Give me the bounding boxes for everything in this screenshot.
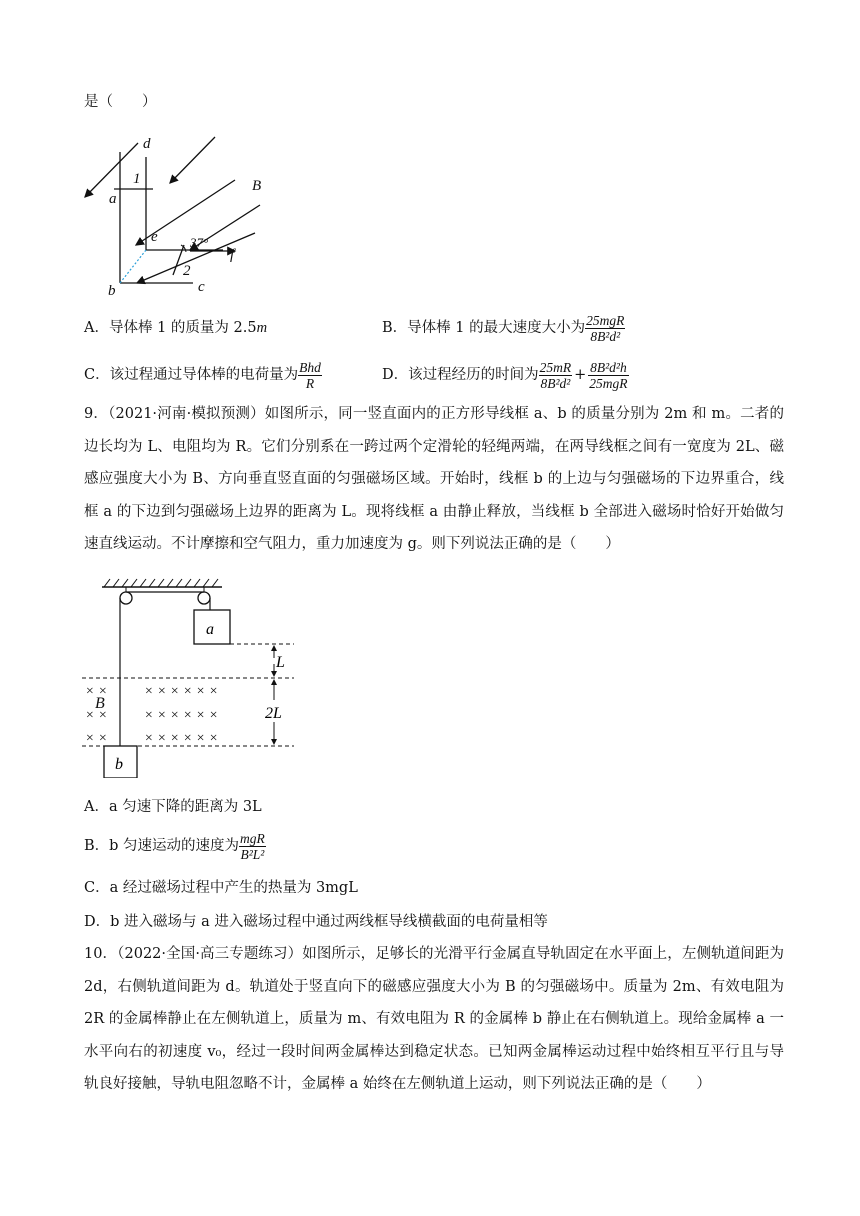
box-b-label: b	[115, 756, 123, 773]
svg-text:× ×: × ×	[85, 731, 108, 746]
svg-text:× ×: × ×	[85, 708, 108, 723]
option-C[interactable]: C．该过程通过导体棒的电荷量为 $\frac{\text{Bhd}}{R}$	[84, 359, 321, 391]
svg-text:× × × × × ×: × × × × × ×	[144, 684, 219, 699]
question-9-text: 9．（2021·河南·模拟预测）如图所示，同一竖直面内的正方形导线框 a、b 的质量分别为 2m 和 m。二者的边长均为 L、电阻均为 R。它们分别系在一跨过两个定滑轮的轻绳两端，在两导线框之间有一宽度为 2L、磁感应强度大小为 B、方向垂直竖直面的匀强磁场区域。开始时，线框 b 的上边与匀强磁场的下边界重合，线框 a 的下边到匀强磁场上边界的距离为 L。现将线框 a 由静止释放，当线框 b 全部进入磁场时恰好开始做匀速直线运动。不计摩擦和空气阻力，重力加速度为 g。则下列说法正确的是（ ）	[84, 406, 784, 552]
label-b: b	[108, 283, 116, 299]
q9-option-D[interactable]: D．b 进入磁场与 a 进入磁场过程中通过两线框导线横截面的电荷量相等	[84, 914, 548, 930]
svg-text:× × × × × ×: × × × × × ×	[144, 731, 219, 746]
option-B[interactable]: B．导体棒 1 的最大速度大小为 $\frac{\text{25mgR}}{\text{8B²d²}}$	[382, 312, 625, 344]
question-stem-tail: 是（ ）	[84, 94, 157, 110]
label-angle: 37°	[190, 235, 209, 250]
label-c: c	[198, 279, 205, 295]
question-10-text: 10．（2022·全国·高三专题练习）如图所示，足够长的光滑平行金属直导轨固定在水平面上，左侧轨道间距为 2d，右侧轨道间距为 d。轨道处于竖直向下的磁感应强度大小为 B 的匀强磁场中。质量为 2m、有效电阻为 2R 的金属棒静止在左侧轨道上，质量为 m、有效电阻为 R 的金属棒 b 静止在右侧轨道上。现给金属棒 a 一水平向右的初速度 v₀，经过一段时间两金属棒达到稳定状态。已知两金属棒运动过程中始终相互平行且与导轨良好接触，导轨电阻忽略不计，金属棒 a 始终在左侧轨道上运动，则下列说法正确的是（ ）	[84, 946, 784, 1092]
box-a-label: a	[206, 621, 214, 638]
label-d: d	[143, 136, 151, 152]
q9-option-C[interactable]: C．a 经过磁场过程中产生的热量为 3mgL	[84, 880, 358, 896]
q9-option-A[interactable]: A．a 匀速下降的距离为 3L	[84, 799, 262, 815]
dim-L-label: L	[276, 654, 285, 671]
label-1: 1	[133, 171, 141, 187]
q9-option-B[interactable]: B．b 匀速运动的速度为 $\frac{\text{mgR}}{\text{B²L²}}$	[84, 830, 265, 862]
figure-rails-magnetic-field	[80, 135, 280, 300]
dim-2L-label: 2L	[265, 705, 282, 722]
label-e: e	[151, 229, 158, 245]
label-f: f	[230, 247, 235, 263]
figure-pulley-frames	[82, 578, 302, 778]
svg-text:× × × × × ×: × × × × × ×	[144, 708, 219, 723]
svg-text:× ×: × ×	[85, 684, 108, 699]
option-A[interactable]: A．导体棒 1 的质量为 2.5m	[84, 320, 268, 336]
label-a: a	[109, 191, 117, 207]
label-2: 2	[183, 263, 191, 279]
field-B-label: B	[95, 695, 105, 712]
option-D[interactable]: D．该过程经历的时间为 $\frac{25mR}{\text{8B²d²}}$ + $\frac{\text{8B²d²h}}{\text{25mgR}}$	[382, 359, 628, 391]
label-B: B	[252, 178, 262, 194]
